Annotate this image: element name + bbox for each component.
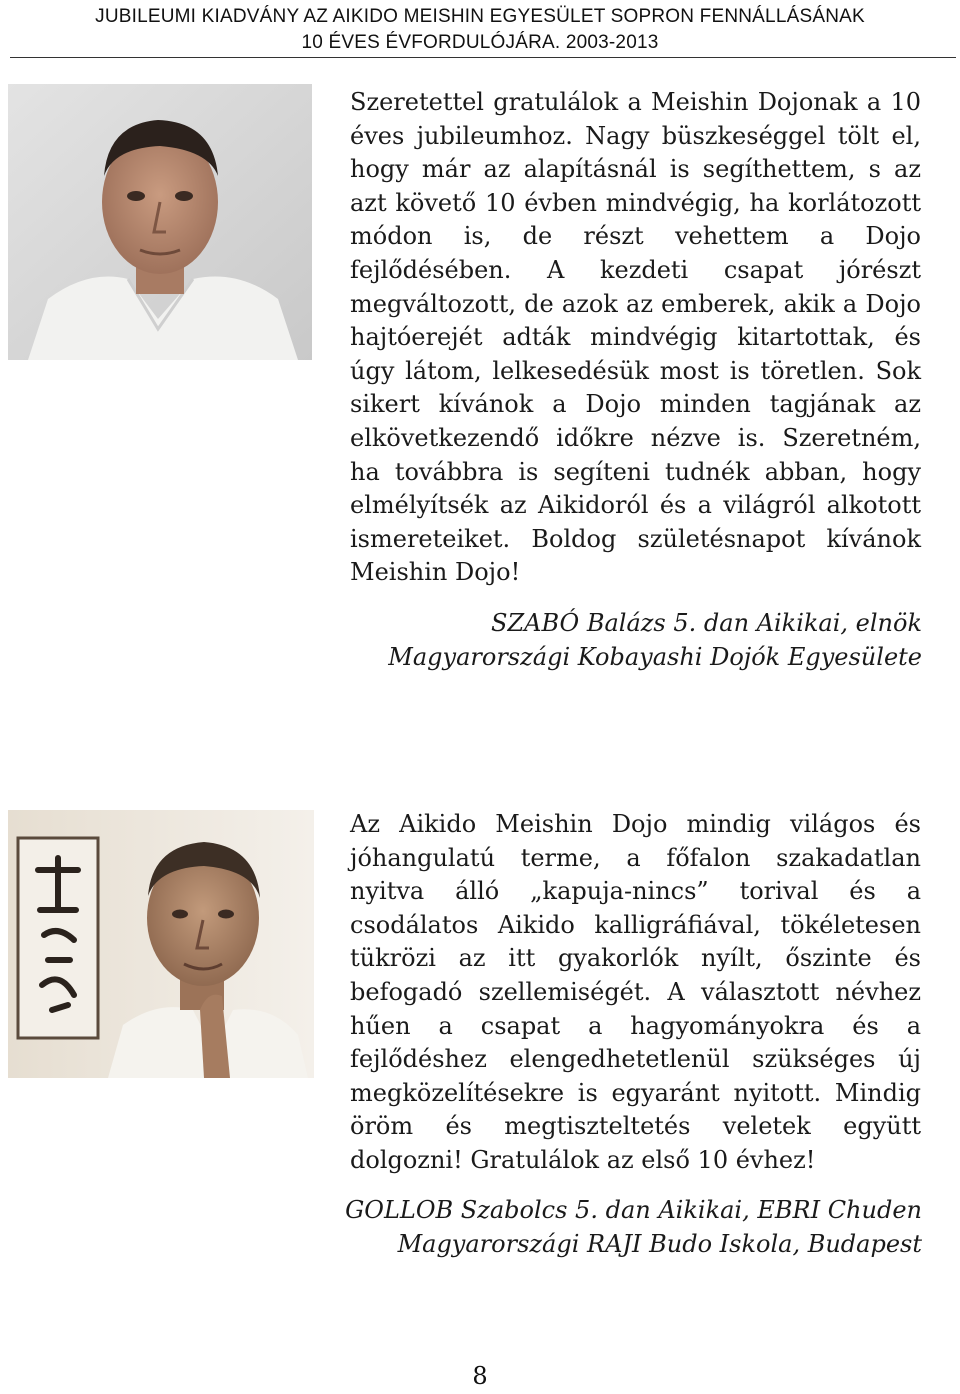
header-title-line2: 10 ÉVES ÉVFORDULÓJÁRA. 2003-2013	[301, 32, 659, 53]
greeting-text-szabo: Szeretettel gratulálok a Meishin Dojonak a 10 éves jubileumhoz. Nagy büszkeséggel tölt el, hogy már az alapításnál is segíthettem, s az azt követő 10 évben mindvégig, ha korlátozott módon is, de részt vehettem a Dojo fejlődésében. A kezdeti csapat jórészt megváltozott, de azok az emberek, akik a Dojo hajtóerejét adták mindvégig kitartottak, és úgy látom, lelkesedésük most is töretlen. Sok sikert kívánok a Dojo minden tagjának az elkövetkezendő időkre nézve is. Szeretném, ha továbbra is segíteni tudnék abban, hogy elmélyítsék az Aikidoról és a világról alkotott ismereteiket. Boldog születésnapot kívánok Meishin Dojo!	[350, 88, 921, 587]
signature-szabo	[322, 606, 922, 674]
signature-gollob	[322, 1193, 922, 1261]
page-number: 8	[472, 1362, 488, 1390]
signature-name: GOLLOB Szabolcs 5. dan Aikikai, EBRI Chuden	[345, 1196, 922, 1224]
portrait-man-white-gi-icon	[8, 84, 312, 360]
header-title-line1: JUBILEUMI KIADVÁNY AZ AIKIDO MEISHIN EGYESÜLET SOPRON FENNÁLLÁSÁNAK	[95, 6, 865, 27]
page-header	[0, 0, 960, 58]
portrait-photo-szabo	[8, 84, 312, 360]
signature-organization: Magyarországi Kobayashi Dojók Egyesülete	[388, 643, 922, 671]
signature-organization: Magyarországi RAJI Budo Iskola, Budapest	[397, 1230, 922, 1258]
portrait-photo-gollob	[8, 810, 314, 1078]
signature-name: SZABÓ Balázs 5. dan Aikikai, elnök	[491, 609, 922, 637]
header-divider	[10, 57, 956, 58]
portrait-man-calligraphy-background-icon	[8, 810, 314, 1078]
greeting-text-gollob: Az Aikido Meishin Dojo mindig világos és jóhangulatú terme, a főfalon szakadatlan nyitva álló „kapuja-nincs” torival és a csodálatos Aikido kalligráfiával, tökéletesen tükrözi az itt gyakorlók nyílt, őszinte és befogadó szellemiségét. A választott névhez hűen a csapat a hagyományokra és a fejlődéshez elengedhetetlenül szükséges új megközelítésekre is egyaránt nyitott. Mindig öröm és megtiszteltetés veletek együtt dolgozni! Gratulálok az első 10 évhez!	[350, 810, 921, 1174]
